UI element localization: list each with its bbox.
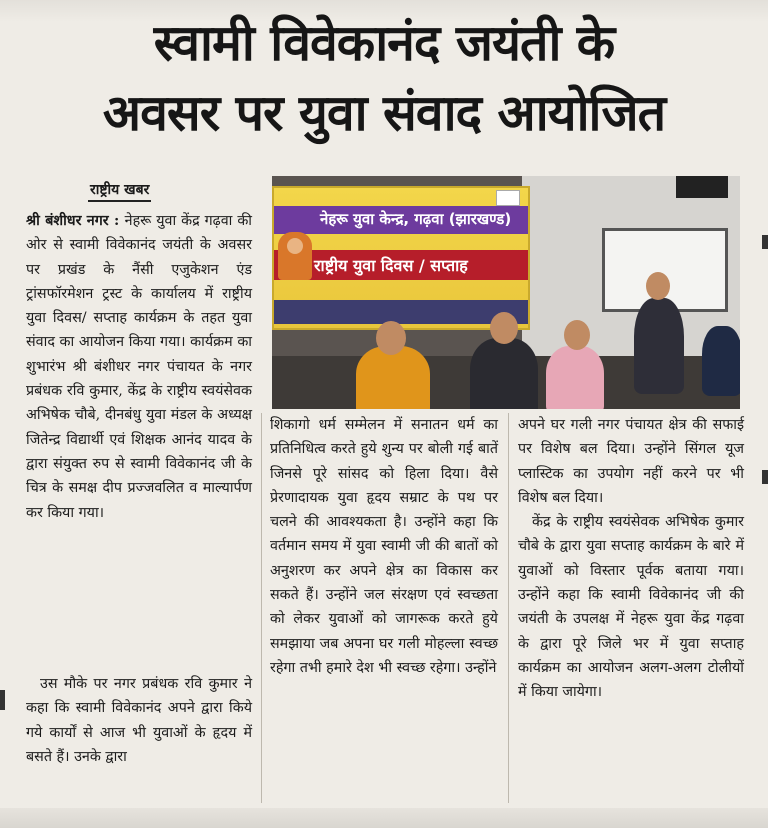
line: लेकर युवाओं को जागरूक करते (293, 611, 483, 628)
vivekananda-portrait (278, 232, 312, 280)
line: में राष्ट्रीय युवा दिवस/ सप्ताह (26, 285, 252, 327)
line: चौबे, दीनबंधु युवा मंडल के (74, 407, 218, 424)
banner-event-name: राष्ट्रीय युवा दिवस / सप्ताह (314, 256, 468, 275)
line: शुभारंभ श्री बंशीधर नगर पंचायत (26, 358, 212, 375)
dateline: राष्ट्रीय खबर (88, 180, 151, 202)
line: आयोजन किया गया। कार्यक्रम का (78, 334, 252, 351)
line: को विस्तार पूर्वक बताया गया। (564, 562, 745, 579)
line: युवा केंद्र गढ़वा के द्वारा पूरे जिले (518, 611, 744, 652)
article-paragraph (518, 510, 744, 704)
article-paragraph (26, 209, 252, 525)
article-paragraph (270, 413, 498, 680)
line: प्रेरणादायक युवा हृदय सम्राट के (270, 489, 458, 506)
event-photo (272, 176, 740, 409)
person-pink-shirt (546, 346, 604, 409)
line: है। उन्होंने कहा कि वर्तमान समय (270, 514, 498, 555)
headline-line-1: स्वामी विवेकानंद जयंती के (153, 14, 615, 72)
line: देश भी स्वच्छ रहेगा। उन्होंने (356, 659, 497, 676)
line: जी के चित्र के समक्ष दीप (26, 455, 252, 497)
line: सप्ताह कार्यक्रम के बारे में युवाओं (518, 538, 744, 579)
article-lead: श्री बंशीधर नगर : (26, 213, 125, 229)
line: संयुक्त रुप से स्वामी विवेकानंद (53, 455, 221, 472)
line: आयोजन अलग-अलग टोलीयों में (518, 659, 745, 701)
photo-window (676, 176, 728, 198)
column-divider (508, 413, 509, 803)
person-head (646, 272, 670, 300)
line: धर्म का प्रतिनिधित्व करते हुये (270, 417, 498, 458)
line: किया जायेगा। (531, 684, 603, 701)
article-column-2 (270, 413, 498, 680)
line: केंद्र के राष्ट्रीय स्वयंसेवक (532, 514, 666, 531)
line: शुन्य पर बोली गई बातें जिनसे पूरे (270, 441, 498, 482)
line: हुये समझाया जब अपना घर गली (270, 611, 498, 652)
line: नेहरू युवा (124, 213, 182, 229)
headline-line-2: अवसर पर युवा संवाद आयोजित (102, 84, 666, 142)
banner-logo (496, 190, 520, 206)
person-standing-speaker (634, 298, 684, 394)
article-paragraph (26, 672, 252, 769)
line: कार्यों से आज भी युवाओं के (49, 724, 213, 741)
person-head (490, 312, 518, 344)
line: प्रज्जवलित व माल्यार्पण कर (26, 480, 252, 521)
person-dark-jacket (470, 338, 538, 409)
photo-banner (272, 186, 530, 330)
line: उपयोग नहीं करने पर भी विशेष (518, 465, 745, 506)
line: विवेकानंद जयंती के अवसर पर (26, 237, 252, 278)
article-column-3 (518, 413, 744, 705)
line: कुमार ने कहा कि स्वामी (26, 676, 253, 717)
line: सांसद को हिला दिया। वैसे (337, 465, 498, 482)
cut-off-bottom-edge (0, 808, 768, 828)
line: बल दिया। (552, 489, 604, 506)
line: उन्होंने कहा कि स्वामी विवेकानंद (518, 587, 707, 604)
banner-org-name: नेहरू युवा केन्द्र, गढ़वा (झारखण्ड) (320, 210, 512, 228)
line: में युवा स्वामी जी की बातों को (342, 538, 499, 555)
line: अभिषेक कुमार चौबे के द्वारा युवा (518, 514, 745, 555)
person-yellow-jacket (356, 346, 430, 409)
line: प्रखंड के नैंसी एजुकेशन एंड (57, 261, 252, 278)
line: कार्यक्रम के तहत युवा संवाद का (26, 310, 252, 351)
line: पथ पर चलने की आवश्यकता (270, 489, 498, 531)
article-paragraph (518, 413, 744, 510)
article-column-1 (26, 209, 252, 525)
person-head (376, 321, 406, 355)
line: शिकागो धर्म सम्मेलन में सनातन (270, 417, 458, 433)
line: जल संरक्षण एवं स्वच्छता को (270, 587, 498, 628)
line: ट्रांसफॉरमेशन ट्रस्ट के कार्यालय (26, 285, 205, 302)
line: विकास कर सकते हैं। उन्होंने (270, 562, 498, 604)
line: भर में युवा सप्ताह कार्यक्रम का (518, 635, 744, 676)
line: मोहल्ला स्वच्छ रहेगा तभी हमारे (270, 635, 498, 676)
line: अपने घर गली नगर पंचायत क्षेत्र (518, 417, 693, 433)
article-column-1-continued (26, 672, 252, 769)
edge-mark (762, 470, 768, 484)
line: के नगर प्रबंधक रवि कुमार, केंद्र (26, 358, 253, 400)
line: अनुशरण कर अपने क्षेत्र का (270, 562, 437, 579)
line: जी की जयंती के उपलक्ष में नेहरू (518, 587, 744, 628)
line: शिक्षक आनंद यादव के द्वारा (26, 431, 252, 472)
line: की सफाई पर विशेष बल दिया। (518, 417, 744, 458)
line: केंद्र गढ़वा की ओर से स्वामी (26, 213, 253, 254)
person-head (564, 320, 590, 350)
line: उस मौके पर नगर प्रबंधक रवि (40, 676, 209, 692)
line: किया गया। (47, 504, 105, 521)
edge-mark (762, 235, 768, 249)
line: हृदय में बसते हैं। उनके द्वारा (26, 724, 252, 765)
line: के राष्ट्रीय स्वयंसेवक अभिषेक (26, 383, 252, 424)
person-right-edge (702, 326, 740, 396)
column-divider (261, 413, 262, 803)
edge-mark (0, 690, 5, 710)
line: उन्होंने सिंगल यूज प्लास्टिक का (518, 441, 744, 482)
line: अध्यक्ष जितेन्द्र विद्यार्थी एवं (26, 407, 252, 448)
line: विवेकानंद अपने द्वारा किये गये (26, 700, 252, 741)
